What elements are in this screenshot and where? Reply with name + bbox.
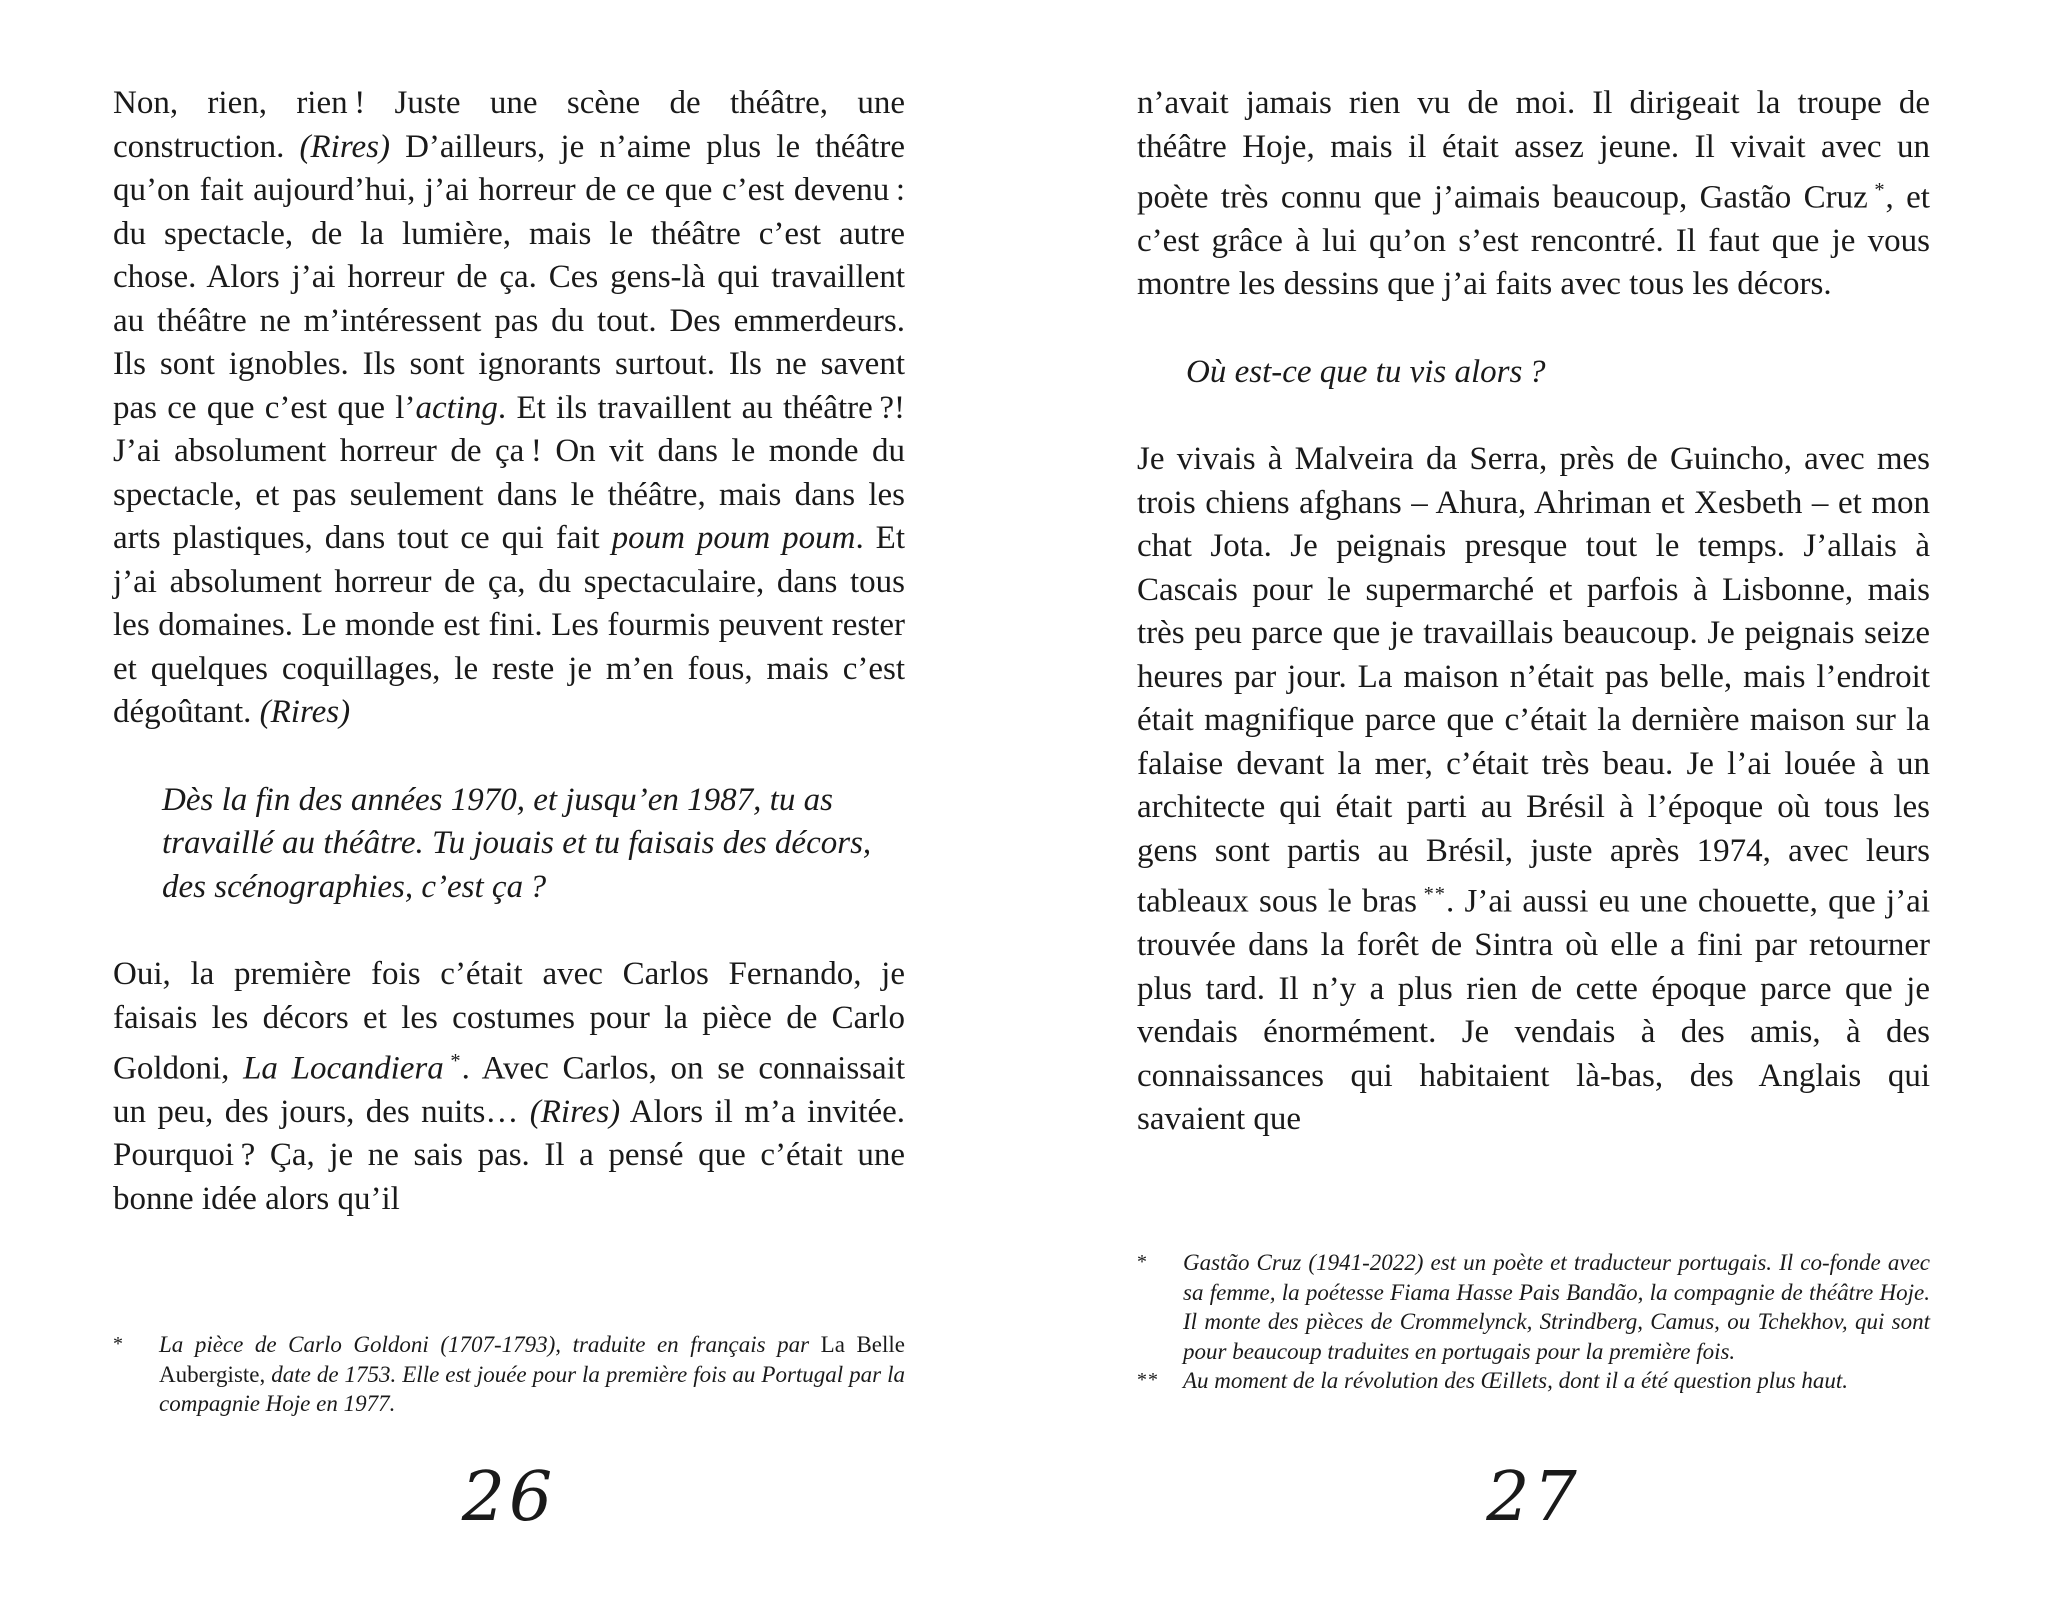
footnote-marker: * (1137, 1251, 1148, 1273)
text-segment: . Avec Carlos, on se connaissait un peu, des jours, des nuits… (113, 1050, 905, 1130)
text-segment: Gastão Cruz (1941-2022) est un poète et traducteur portugais. Il co-fonde avec sa femme, la poétesse Fiama Hasse Pais Bandão, la compagnie de théâtre Hoje. Il monte des pièces de Crommelynck, Strindberg, Camus, ou Tchekhov, qui sont pour beaucoup traduites en portugais pour la première fois. (1183, 1250, 1930, 1364)
text-segment: * (1874, 179, 1886, 201)
paragraph-answer (113, 82, 905, 735)
text-segment: , et c’est grâce à lui qu’on s’est rencontré. Il faut que je vous montre les dessins que j’ai faits avec tous les décors. (1137, 179, 1930, 303)
text-segment: * (450, 1050, 462, 1072)
text-segment: . Et ils travaillent au théâtre ?! J’ai absolument horreur de ça ! On vit dans le monde du spectacle, et pas seulement dans le théâtre, mais dans les arts plastiques, dans tout ce qui fait (113, 389, 906, 556)
text-segment: Non, rien, rien ! Juste une scène de théâtre, une construction. (113, 85, 905, 165)
text-segment: La Belle Aubergiste, (159, 1332, 905, 1387)
footnote (113, 1330, 905, 1419)
text-segment: Je vivais à Malveira da Serra, près de Guincho, avec mes trois chiens afghans – Ahura, Ahriman et Xesbeth – et mon chat Jota. Je peignais presque tout le temps. J’allais à Cascais pour le supermarché et parfois à Lisbonne, mais très peu parce que je travaillais beaucoup. Je peignais seize heures par jour. La maison n’était pas belle, mais l’endroit était magnifique parce que c’était la dernière maison sur la falaise devant la mer, c’était très beau. Je l’ai louée à un architecte qui était parti au Brésil à l’époque où tous les gens sont partis au Brésil, juste après 1974, avec leurs tableaux sous le bras (1137, 441, 1930, 920)
page-right (1137, 0, 1930, 1614)
page-number-left: 26 (461, 1458, 557, 1537)
text-segment: Au moment de la révolution des Œillets, dont il a été question plus haut. (1183, 1368, 1848, 1393)
paragraph-answer (1137, 82, 1930, 307)
text-segment: date de 1753. Elle est jouée pour la première fois au Portugal par la compagnie Hoje en 1977. (159, 1361, 905, 1416)
text-segment: acting (415, 389, 498, 426)
footnote (1137, 1366, 1930, 1396)
footnote-text (1183, 1368, 1848, 1393)
text-segment: La Locandiera (243, 1050, 451, 1087)
text-segment: Oui, la première fois c’était avec Carlos Fernando, je faisais les décors et les costumes pour la pièce de Carlo Goldoni, (113, 956, 905, 1087)
text-segment: (Rires) (299, 128, 390, 165)
footnote-text (1183, 1250, 1930, 1364)
text-segment: La pièce de Carlo Goldoni (1707-1793), traduite en français par (159, 1332, 821, 1357)
paragraph-question: Dès la fin des années 1970, et jusqu’en 1987, tu as travaillé au théâtre. Tu jouais et tu faisais des décors, des scénographies, c’est ça ? (162, 781, 872, 905)
text-segment: (Rires) (529, 1093, 621, 1130)
text-segment: n’avait jamais rien vu de moi. Il dirigeait la troupe de théâtre Hoje, mais il était assez jeune. Il vivait avec un poète très connu que j’aimais beaucoup, Gastão Cruz (1137, 85, 1930, 216)
footnote (1137, 1248, 1930, 1366)
text-segment: . Et j’ai absolument horreur de ça, du spectaculaire, dans tous les domaines. Le monde est fini. Les fourmis peuvent rester et quelques coquillages, le reste je m’en fous, mais c’est dégoûtant. (113, 520, 906, 730)
paragraph-answer (113, 953, 905, 1221)
footnote-marker: ** (1137, 1369, 1159, 1391)
paragraph-question: Où est-ce que tu vis alors ? (1186, 353, 1546, 390)
footnote-text (159, 1332, 905, 1416)
text-segment: poum poum poum (611, 520, 856, 556)
text-segment: Alors il m’a invitée. Pourquoi ? Ça, je ne sais pas. Il a pensé que c’était une bonne idée alors qu’il (113, 1093, 905, 1217)
footnote-marker: * (113, 1333, 124, 1355)
text-segment: D’ailleurs, je n’aime plus le théâtre qu’on fait aujourd’hui, j’ai horreur de ce que c’est devenu : du spectacle, de la lumière, mais le théâtre c’est autre chose. Alors j’ai horreur de ça. Ces gens-là qui travaillent au théâtre ne m’intéressent pas du tout. Des emmerdeurs. Ils sont ignobles. Ils sont ignorants surtout. Ils ne savent pas ce que c’est que l’ (113, 128, 906, 426)
text-segment: . J’ai aussi eu une chouette, que j’ai trouvée dans la forêt de Sintra où elle a fini par retourner plus tard. Il n’y a plus rien de cette époque parce que je vendais énormément. Je vendais à des amis, à des connaissances qui habitaient là-bas, des Anglais qui savaient que (1137, 883, 1930, 1137)
page-number-right: 27 (1486, 1458, 1581, 1537)
text-segment: ** (1423, 883, 1447, 906)
text-segment: (Rires) (259, 694, 351, 730)
footnotes-right (1137, 1248, 1930, 1396)
footnotes-left (113, 1330, 905, 1419)
page-left-text-column (113, 0, 905, 1221)
page-right-text-column (1137, 0, 1930, 1142)
paragraph-answer (1137, 438, 1930, 1141)
page-left (113, 0, 905, 1614)
